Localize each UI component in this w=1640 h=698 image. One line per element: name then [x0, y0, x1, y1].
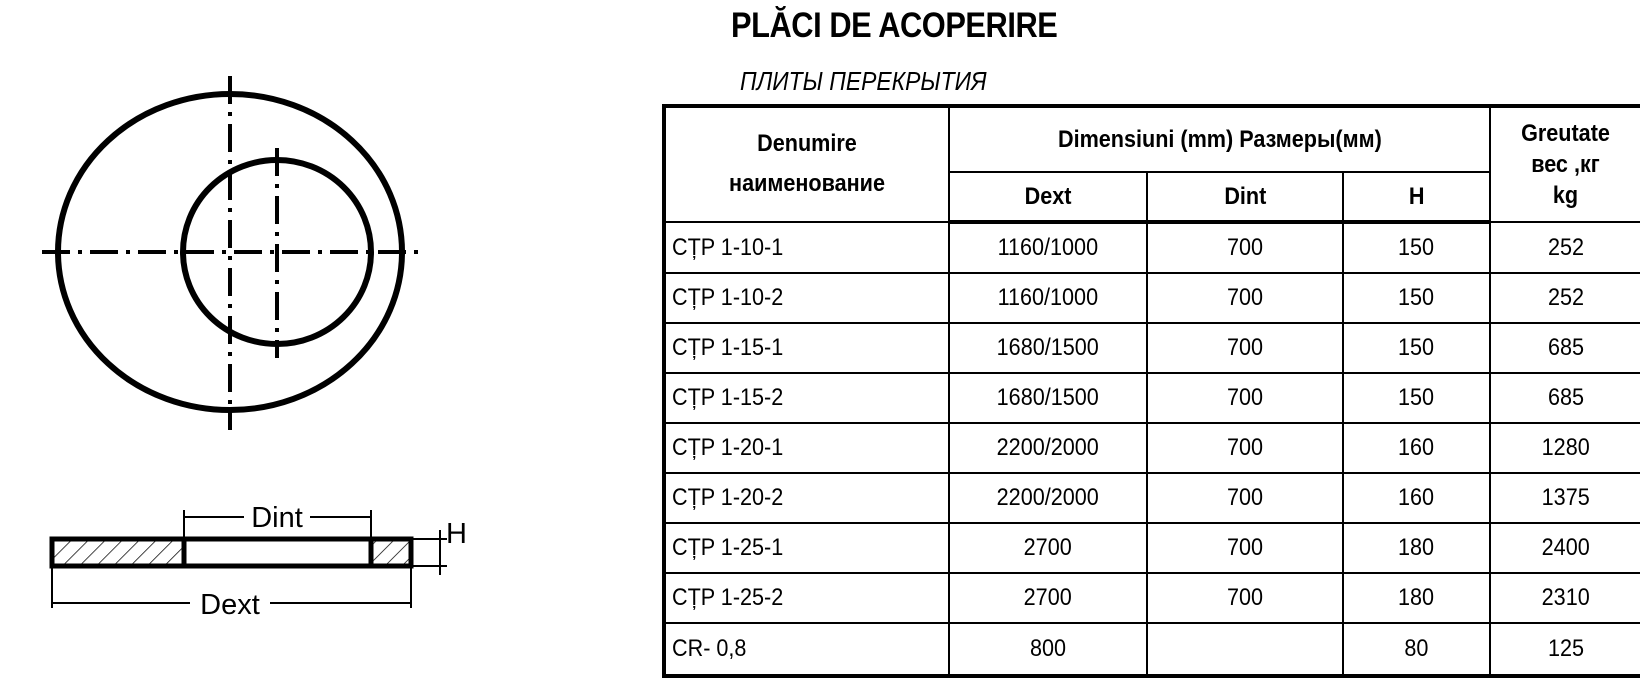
row-weight-text: 1375 — [1541, 484, 1590, 511]
row-name-text: CȚP 1-25-1 — [672, 534, 784, 561]
row-h — [1343, 273, 1490, 323]
row-h — [1343, 423, 1490, 473]
header-weight-ru: вес ,кг — [1531, 151, 1600, 178]
row-weight — [1490, 423, 1640, 473]
section-left-hatch — [52, 539, 184, 566]
row-dint-text: 700 — [1226, 234, 1264, 261]
header-weight-unit: kg — [1552, 182, 1579, 209]
row-weight-text: 125 — [1547, 635, 1584, 662]
row-dint — [1147, 573, 1343, 623]
row-dint — [1147, 423, 1343, 473]
row-dext-text: 1160/1000 — [997, 284, 1099, 311]
row-dint-text: 700 — [1226, 384, 1264, 411]
row-name — [664, 373, 949, 423]
row-h — [1343, 573, 1490, 623]
row-weight-text: 685 — [1547, 384, 1584, 411]
row-h-text: 160 — [1398, 484, 1435, 511]
row-name — [664, 323, 949, 373]
table-row — [664, 222, 1640, 273]
header-name-ro: Denumire — [757, 129, 857, 157]
top-view — [42, 76, 424, 430]
row-name-text: CȚP 1-20-2 — [672, 484, 784, 511]
header-weight-ro: Greutate — [1521, 120, 1610, 147]
table-row — [664, 373, 1640, 423]
row-dext — [949, 523, 1147, 573]
row-h — [1343, 523, 1490, 573]
row-dext — [949, 373, 1147, 423]
row-weight-text: 1280 — [1541, 434, 1590, 461]
row-dext — [949, 222, 1147, 273]
dext-label: Dext — [200, 589, 260, 621]
row-name-text: CȚP 1-25-2 — [672, 584, 784, 611]
header-name-cell — [664, 106, 949, 222]
row-name — [664, 573, 949, 623]
row-dint-text: 700 — [1226, 434, 1264, 461]
header-dimensions-label: Dimensiuni (mm) Размеры(мм) — [1057, 125, 1382, 153]
specs-table — [662, 104, 1640, 678]
header-weight-cell — [1490, 106, 1640, 222]
row-weight — [1490, 623, 1640, 676]
row-weight-text: 2400 — [1541, 534, 1590, 561]
row-dext-text: 1680/1500 — [996, 334, 1100, 361]
row-dext-text: 2700 — [1023, 534, 1073, 561]
row-name — [664, 623, 949, 676]
row-dext-text: 2700 — [1023, 584, 1073, 611]
section-right-hatch — [371, 539, 411, 566]
cover-plate-drawing — [0, 0, 640, 698]
row-dint — [1147, 623, 1343, 676]
row-dext — [949, 473, 1147, 523]
row-name — [664, 473, 949, 523]
row-name-text: CR- 0,8 — [672, 635, 747, 662]
row-dext — [949, 323, 1147, 373]
row-dext — [949, 423, 1147, 473]
row-dext-text: 1680/1500 — [996, 384, 1100, 411]
row-dint — [1147, 473, 1343, 523]
header-dimensions — [949, 106, 1490, 172]
table-row — [664, 323, 1640, 373]
row-dint — [1147, 523, 1343, 573]
row-dint — [1147, 273, 1343, 323]
page-title: PLĂCI DE ACOPERIRE — [731, 6, 1058, 45]
section-view — [52, 502, 467, 621]
table-row — [664, 273, 1640, 323]
header-h-label: H — [1408, 182, 1425, 210]
row-h-text: 180 — [1398, 534, 1435, 561]
row-h — [1343, 473, 1490, 523]
row-name — [664, 423, 949, 473]
header-dext-label: Dext — [1024, 182, 1072, 210]
row-h-text: 150 — [1398, 234, 1435, 261]
row-h-text: 160 — [1398, 434, 1435, 461]
row-dint-text: 700 — [1226, 484, 1264, 511]
header-h — [1343, 172, 1490, 222]
row-weight — [1490, 373, 1640, 423]
table-row — [664, 623, 1640, 676]
row-h — [1343, 623, 1490, 676]
row-name — [664, 222, 949, 273]
row-dext-text: 1160/1000 — [997, 234, 1099, 261]
table-row — [664, 423, 1640, 473]
row-dint-text: 700 — [1226, 284, 1264, 311]
row-name — [664, 273, 949, 323]
row-h-text: 150 — [1398, 384, 1435, 411]
row-h-text: 80 — [1404, 635, 1429, 662]
header-name-ru: наименование — [729, 169, 885, 197]
row-dext-text: 2200/2000 — [996, 484, 1100, 511]
row-weight — [1490, 473, 1640, 523]
row-name-text: CȚP 1-20-1 — [672, 434, 784, 461]
row-dext-text: 800 — [1029, 635, 1067, 662]
row-name — [664, 523, 949, 573]
row-dext — [949, 623, 1147, 676]
page-subtitle: ПЛИТЫ ПЕРЕКРЫТИЯ — [740, 66, 987, 96]
row-h — [1343, 222, 1490, 273]
table-row — [664, 473, 1640, 523]
row-weight-text: 252 — [1547, 233, 1584, 261]
dint-label: Dint — [251, 502, 303, 534]
row-weight — [1490, 222, 1640, 273]
row-weight-text: 685 — [1547, 334, 1584, 361]
table-row — [664, 523, 1640, 573]
row-dint-text: 700 — [1226, 534, 1264, 561]
row-dint — [1147, 222, 1343, 273]
row-weight-text: 2310 — [1541, 584, 1590, 611]
row-weight — [1490, 523, 1640, 573]
row-name-text: CȚP 1-10-1 — [672, 233, 784, 261]
row-weight — [1490, 273, 1640, 323]
row-dint-text: 700 — [1226, 584, 1264, 611]
row-dext-text: 2200/2000 — [996, 434, 1100, 461]
row-dext — [949, 273, 1147, 323]
table-row — [664, 573, 1640, 623]
row-h-text: 150 — [1398, 284, 1435, 311]
h-label: H — [446, 518, 467, 550]
header-dint-label: Dint — [1224, 182, 1266, 210]
row-h-text: 150 — [1398, 334, 1435, 361]
row-dint-text: 700 — [1226, 334, 1264, 361]
row-dint — [1147, 323, 1343, 373]
row-dint — [1147, 373, 1343, 423]
header-dint — [1147, 172, 1343, 222]
row-name-text: CȚP 1-15-2 — [672, 384, 784, 411]
row-name-text: CȚP 1-10-2 — [672, 284, 784, 311]
header-dext — [949, 172, 1147, 222]
row-weight — [1490, 323, 1640, 373]
row-h — [1343, 323, 1490, 373]
row-h-text: 180 — [1398, 584, 1435, 611]
row-weight — [1490, 573, 1640, 623]
row-weight-text: 252 — [1547, 284, 1584, 311]
row-dext — [949, 573, 1147, 623]
header-row-1 — [664, 106, 1640, 172]
row-h — [1343, 373, 1490, 423]
row-name-text: CȚP 1-15-1 — [672, 334, 784, 361]
